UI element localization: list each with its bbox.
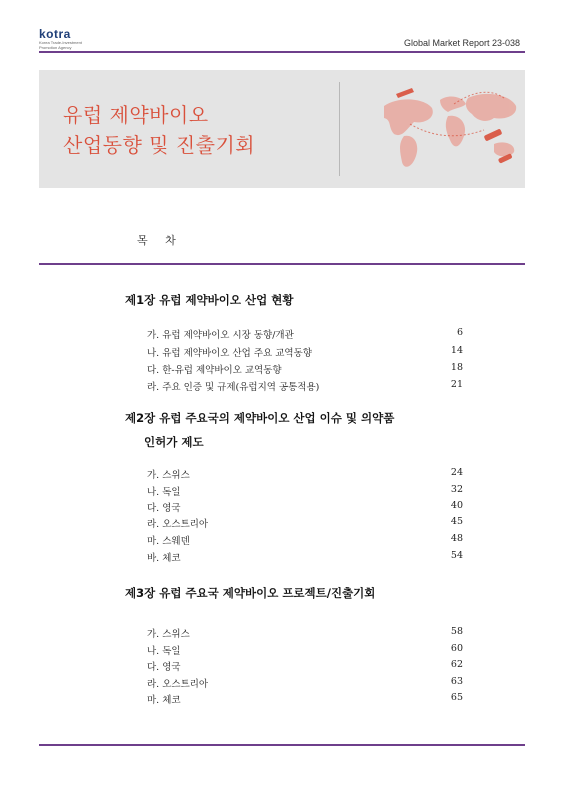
footer-divider	[39, 744, 525, 746]
banner-divider	[339, 82, 340, 176]
report-number: Global Market Report 23-038	[403, 38, 520, 48]
toc-entry-label: 나. 독일	[147, 487, 181, 498]
toc-entry-label: 마. 체코	[147, 695, 181, 706]
chapter-3-title	[125, 585, 375, 601]
chapter-title-continuation: 인허가 제도	[144, 435, 204, 449]
toc-entry-page: 18	[450, 362, 463, 373]
toc-entry-label: 마. 스웨덴	[147, 536, 190, 547]
title-banner	[39, 70, 525, 188]
toc-entry-page: 62	[450, 659, 463, 670]
toc-entry-page: 32	[450, 484, 463, 495]
toc-entry-page: 60	[450, 643, 463, 654]
banner-title-line-1: 유럽 제약바이오	[63, 103, 209, 127]
toc-entry-label: 라. 주요 인증 및 규제(유럽지역 공통적용)	[147, 382, 320, 393]
toc-heading: 목 차	[137, 234, 183, 247]
logo-subtitle: Korea Trade-Investment Promotion Agency	[39, 40, 82, 50]
world-map-illustration	[344, 74, 524, 186]
header-divider	[39, 51, 525, 53]
banner-title-line-2: 산업동향 및 진출기회	[63, 133, 256, 157]
kotra-logo	[39, 28, 99, 50]
toc-entry-page: 48	[450, 533, 463, 544]
logo-wordmark: kotra	[39, 27, 71, 41]
toc-entry-label: 가. 스위스	[147, 470, 190, 481]
toc-entry-label: 라. 오스트리아	[147, 679, 209, 690]
toc-entry-label: 가. 스위스	[147, 629, 190, 640]
toc-entry-page: 6	[456, 327, 463, 338]
toc-entry-page: 45	[450, 516, 463, 527]
toc-entry-page: 24	[450, 467, 463, 478]
chapter-1-title	[125, 292, 293, 308]
banner-title	[63, 100, 255, 160]
toc-entry-label: 라. 오스트리아	[147, 519, 209, 530]
chapter-title-text: 제2장 유럽 주요국의 제약바이오 산업 이슈 및 의약품	[125, 411, 395, 425]
toc-entry-page: 58	[450, 626, 463, 637]
toc-entry-label: 다. 한-유럽 제약바이오 교역동향	[147, 365, 282, 376]
toc-entry-page: 65	[450, 692, 463, 703]
toc-entry-page: 21	[450, 379, 463, 390]
toc-entry-page: 14	[450, 345, 463, 356]
toc-divider	[39, 263, 525, 265]
chapter-2-title	[125, 410, 394, 450]
toc-entry-label: 다. 영국	[147, 662, 181, 673]
chapter-title-text: 제3장 유럽 주요국 제약바이오 프로젝트/진출기회	[125, 586, 376, 600]
toc-entry-label: 다. 영국	[147, 503, 181, 514]
toc-entry-label: 나. 유럽 제약바이오 산업 주요 교역동향	[147, 348, 312, 359]
toc-entry-page: 40	[450, 500, 463, 511]
toc-entry-label: 나. 독일	[147, 646, 181, 657]
toc-entry-label: 가. 유럽 제약바이오 시장 동향/개관	[147, 330, 294, 341]
toc-entry-page: 54	[450, 550, 463, 561]
toc-entry-label: 바. 체코	[147, 553, 181, 564]
chapter-title-text: 제1장 유럽 제약바이오 산업 현황	[125, 293, 294, 307]
toc-entry-page: 63	[450, 676, 463, 687]
